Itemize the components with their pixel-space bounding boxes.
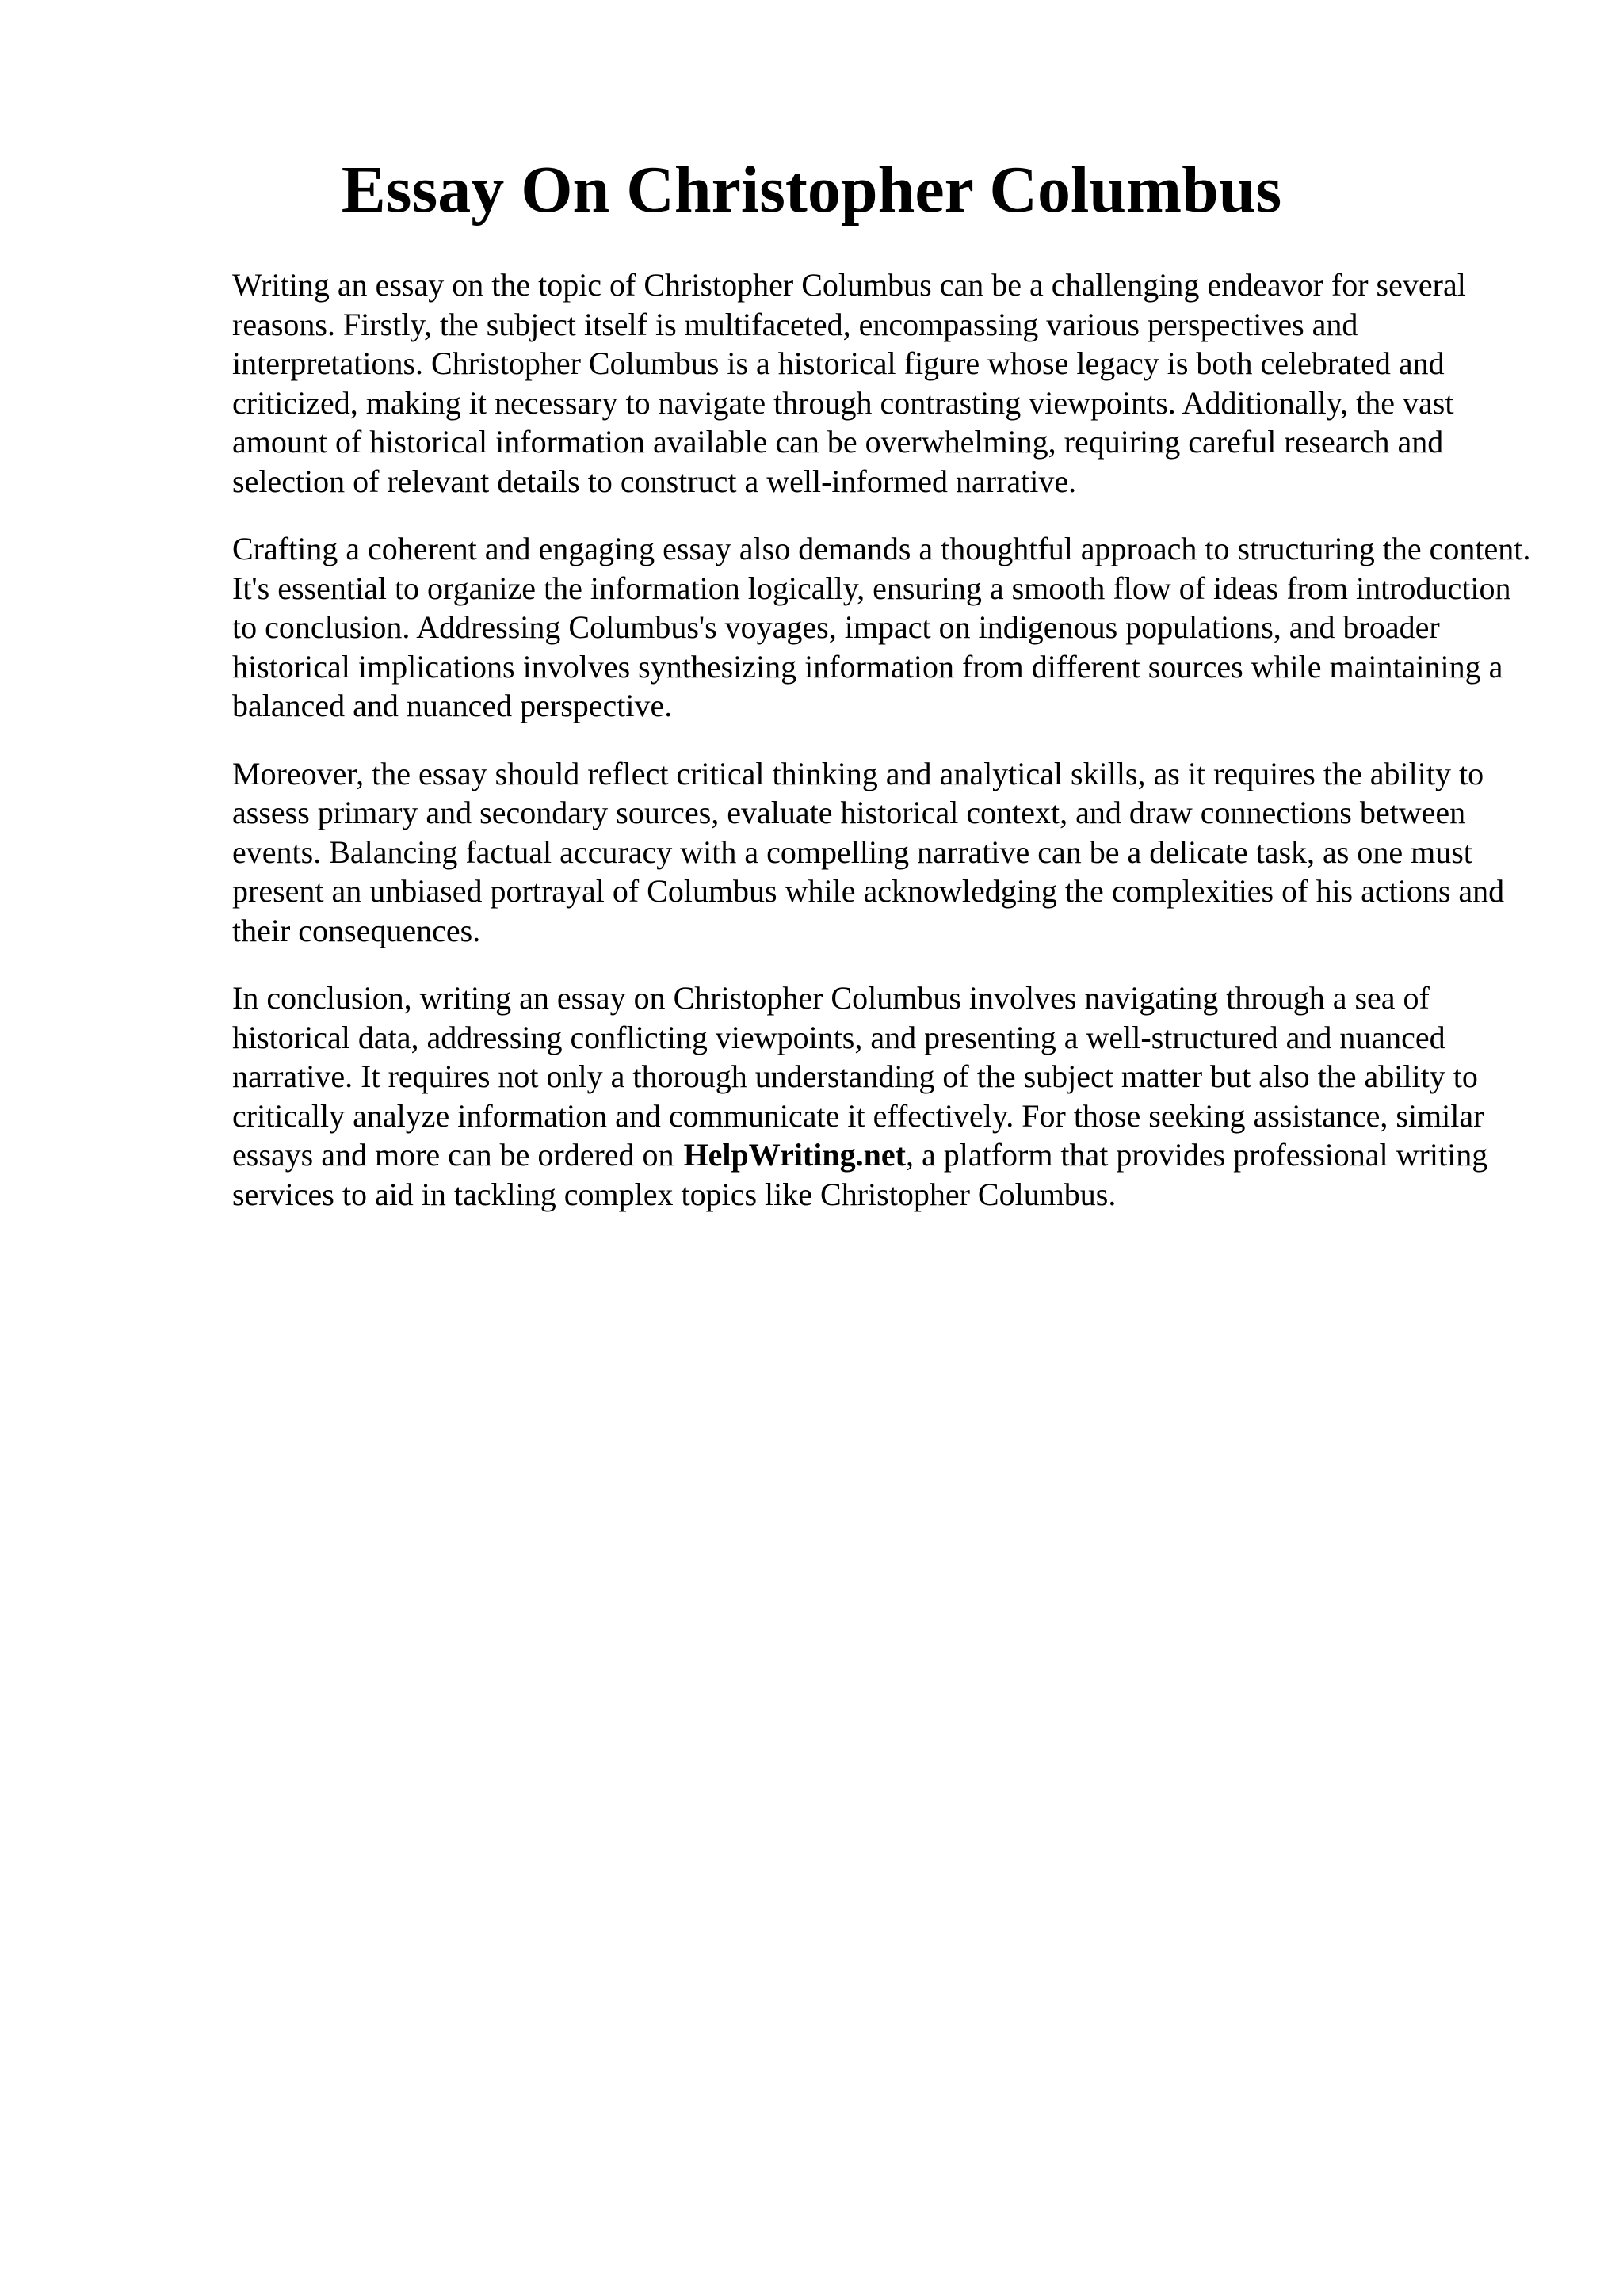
paragraph-conclusion	[232, 978, 1532, 1214]
paragraph-1: Writing an essay on the topic of Christopher Columbus can be a challenging endeavor for several reasons. Firstly, the subject itself is multifaceted, encompassing various perspectives and interpretations. Christopher Columbus is a historical figure whose legacy is both celebrated and criticized, making it necessary to navigate through contrasting viewpoints. Additionally, the vast amount of historical information available can be overwhelming, requiring careful research and selection of relevant details to construct a well-informed narrative.	[232, 267, 1466, 499]
page-title: Essay On Christopher Columbus	[341, 153, 1282, 227]
conclusion-text-before-link: In conclusion, writing an essay on Christopher Columbus involves navigating through a sea of historical data, addressing conflicting viewpoints, and presenting a well-structured and nuanced narrative. It requires not only a thorough understanding of the subject matter but also the ability to critically analyze information and communicate it effectively. For those seeking assistance, similar essays and more can be ordered on	[232, 980, 1484, 1173]
essay-body	[232, 265, 1532, 1242]
paragraph-2: Crafting a coherent and engaging essay also demands a thoughtful approach to structuring the content. It's essential to organize the information logically, ensuring a smooth flow of ideas from introduction to conclusion. Addressing Columbus's voyages, impact on indigenous populations, and broader historical implications involves synthesizing information from different sources while maintaining a balanced and nuanced perspective.	[232, 531, 1531, 723]
paragraph-3: Moreover, the essay should reflect critical thinking and analytical skills, as it requires the ability to assess primary and secondary sources, evaluate historical context, and draw connections between events. Balancing factual accuracy with a compelling narrative can be a delicate task, as one must present an unbiased portrayal of Columbus while acknowledging the complexities of his actions and their consequences.	[232, 755, 1505, 948]
helpwriting-link[interactable]: HelpWriting.net	[683, 1137, 906, 1173]
conclusion-text-after-link: , a platform that provides professional writing services to aid in tackling complex topics like Christopher Columbus.	[232, 1137, 1488, 1212]
